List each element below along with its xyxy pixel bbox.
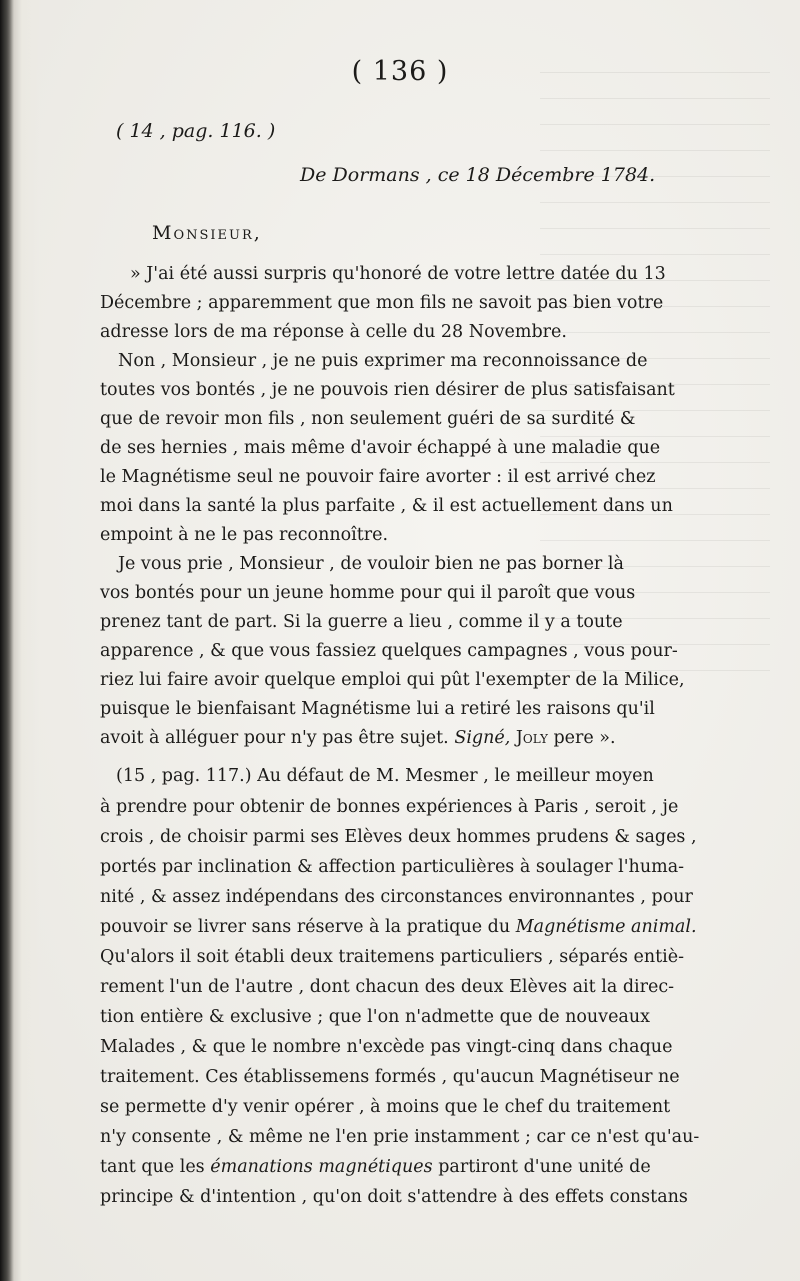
text-line: à prendre pour obtenir de bonnes expériences à Paris , seroit , je — [100, 797, 679, 817]
text-line: crois , de choisir parmi ses Elèves deux hommes prudens & sages , — [100, 827, 697, 847]
text-line: adresse lors de ma réponse à celle du 28 Novembre. — [100, 322, 567, 342]
text-line: nité , & assez indépendans des circonstances environnantes , pour — [100, 887, 693, 907]
text-line: tant que les — [100, 1157, 205, 1177]
italic-phrase-line — [100, 1156, 651, 1178]
text-line: que de revoir mon fils , non seulement guéri de sa surdité & — [100, 409, 636, 429]
text-line: portés par inclination & affection particulières à soulager l'huma- — [100, 857, 685, 877]
text-line: prenez tant de part. Si la guerre a lieu , comme il y a toute — [100, 612, 623, 632]
text-line: n'y consente , & même ne l'en prie instamment ; car ce n'est qu'au- — [100, 1127, 700, 1147]
text-line: puisque le bienfaisant Magnétisme lui a retiré les raisons qu'il — [100, 699, 655, 719]
text-line: Décembre ; apparemment que mon fils ne savoit pas bien votre — [100, 293, 664, 313]
text-line: traitement. Ces établissemens formés , qu'aucun Magnétiseur ne — [100, 1067, 680, 1087]
text-line: vos bontés pour un jeune homme pour qui il paroît que vous — [100, 583, 636, 603]
page-number: ( 136 ) — [351, 56, 449, 87]
text-line: le Magnétisme seul ne pouvoir faire avorter : il est arrivé chez — [100, 467, 656, 487]
signer-name: Joly — [515, 728, 548, 748]
text-line: Au défaut de M. Mesmer , le meilleur moyen — [257, 766, 654, 786]
text-line: Je vous prie , Monsieur , de vouloir bien ne pas borner là — [118, 554, 624, 574]
note-reference: (15 , pag. 117.) — [116, 766, 252, 786]
italic-phrase: émanations magnétiques — [210, 1157, 433, 1177]
text-line: apparence , & que vous fassiez quelques campagnes , vous pour- — [100, 641, 678, 661]
italic-phrase: Magnétisme animal. — [515, 917, 697, 937]
text-line: principe & d'intention , qu'on doit s'attendre à des effets constans — [100, 1187, 688, 1207]
reference-note-14: ( 14 , pag. 116. ) — [116, 120, 276, 142]
text-line: Malades , & que le nombre n'excède pas vingt-cinq dans chaque — [100, 1037, 673, 1057]
text-line: rement l'un de l'autre , dont chacun des deux Elèves ait la direc- — [100, 977, 675, 997]
text-line: partiront d'une unité de — [438, 1157, 651, 1177]
text-line: moi dans la santé la plus parfaite , & il est actuellement dans un — [100, 496, 673, 516]
text-line: » J'ai été aussi surpris qu'honoré de votre lettre datée du 13 — [130, 264, 666, 284]
letter-dateline: De Dormans , ce 18 Décembre 1784. — [300, 164, 656, 186]
signed-label: Signé, — [454, 728, 511, 748]
text-line: riez lui faire avoir quelque emploi qui pût l'exempter de la Milice, — [100, 670, 685, 690]
note-first-line — [116, 765, 654, 787]
text-line: Qu'alors il soit établi deux traitemens particuliers , séparés entiè- — [100, 947, 685, 967]
text-line: avoit à alléguer pour n'y pas être sujet. — [100, 728, 449, 748]
text-line: pouvoir se livrer sans réserve à la pratique du — [100, 917, 511, 937]
text-line: toutes vos bontés , je ne pouvois rien désirer de plus satisfaisant — [100, 380, 675, 400]
signer-suffix: pere ». — [553, 728, 616, 748]
italic-phrase-line — [100, 916, 697, 938]
letter-salutation: Monsieur, — [152, 222, 262, 244]
text-line: tion entière & exclusive ; que l'on n'admette que de nouveaux — [100, 1007, 651, 1027]
text-line: Non , Monsieur , je ne puis exprimer ma reconnoissance de — [118, 351, 648, 371]
text-line: se permette d'y venir opérer , à moins que le chef du traitement — [100, 1097, 671, 1117]
text-line: de ses hernies , mais même d'avoir échappé à une maladie que — [100, 438, 661, 458]
text-line: empoint à ne le pas reconnoître. — [100, 525, 389, 545]
